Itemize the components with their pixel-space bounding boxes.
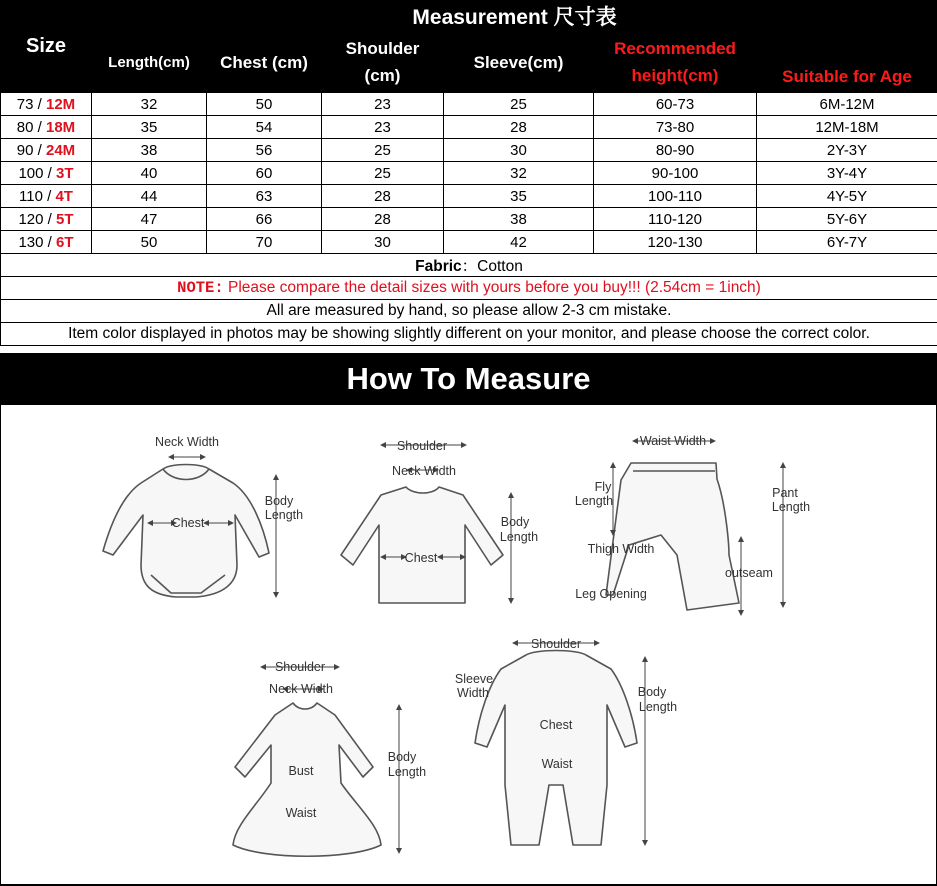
tshirt-shoulder-label: Shoulder xyxy=(396,439,448,453)
col-sleeve-header: Sleeve(cm) xyxy=(444,32,594,93)
table-row xyxy=(1,185,937,208)
garment-diagrams xyxy=(1,405,936,884)
color-note: Item color displayed in photos may be showing slightly different on your monitor, and please choose the correct color. xyxy=(1,323,937,346)
sleeve-cell: 32 xyxy=(444,162,594,185)
height-cell: 60-73 xyxy=(594,93,757,116)
pants-pant-label-1: Pant xyxy=(772,486,798,500)
col-age-header: Suitable for Age xyxy=(757,32,937,93)
tshirt-body-label-1: Body xyxy=(500,515,530,529)
pants-fly-label-1: Fly xyxy=(594,480,612,494)
pants-outseam-label: outseam xyxy=(725,566,773,580)
age-cell: 5Y-6Y xyxy=(757,208,937,231)
chest-cell: 50 xyxy=(207,93,322,116)
pants-fly-label-2: Length xyxy=(574,494,614,508)
chest-cell: 70 xyxy=(207,231,322,254)
pants-pant-label-2: Length xyxy=(771,500,811,514)
sleeve-cell: 25 xyxy=(444,93,594,116)
size-cell: 100 / 3T xyxy=(1,162,92,185)
shoulder-cell: 30 xyxy=(322,231,444,254)
fabric-row xyxy=(1,254,937,277)
bodysuit-body-label-2: Length xyxy=(264,508,304,522)
length-cell: 32 xyxy=(92,93,207,116)
length-cell: 50 xyxy=(92,231,207,254)
bodysuit-body-label-1: Body xyxy=(264,494,294,508)
col-shoulder-header: Shoulder (cm) xyxy=(322,32,444,93)
dress-waist-label: Waist xyxy=(285,806,317,820)
romper-diagram xyxy=(475,651,637,846)
height-cell: 110-120 xyxy=(594,208,757,231)
size-cell: 80 / 18M xyxy=(1,116,92,139)
tshirt-chest-label: Chest xyxy=(404,551,438,565)
shoulder-cell: 23 xyxy=(322,93,444,116)
dress-shoulder-label: Shoulder xyxy=(274,660,326,674)
bodysuit-neck-label: Neck Width xyxy=(155,435,219,449)
chest-cell: 56 xyxy=(207,139,322,162)
age-cell: 6M-12M xyxy=(757,93,937,116)
size-cell: 110 / 4T xyxy=(1,185,92,208)
bodysuit-diagram xyxy=(103,465,269,598)
table-row xyxy=(1,162,937,185)
bodysuit-chest-label: Chest xyxy=(171,516,205,530)
size-chart-table xyxy=(0,0,937,346)
dress-neck-label: Neck Width xyxy=(269,682,333,696)
length-cell: 38 xyxy=(92,139,207,162)
fabric-value: ：Cotton xyxy=(461,258,523,275)
table-row xyxy=(1,231,937,254)
table-row xyxy=(1,93,937,116)
sleeve-cell: 42 xyxy=(444,231,594,254)
table-row xyxy=(1,139,937,162)
sleeve-cell: 35 xyxy=(444,185,594,208)
size-cell: 120 / 5T xyxy=(1,208,92,231)
height-cell: 73-80 xyxy=(594,116,757,139)
sleeve-cell: 30 xyxy=(444,139,594,162)
romper-body-label-1: Body xyxy=(637,685,667,699)
tshirt-neck-label: Neck Width xyxy=(392,464,456,478)
size-cell: 90 / 24M xyxy=(1,139,92,162)
table-row xyxy=(1,208,937,231)
fabric-label: Fabric xyxy=(415,258,462,275)
shoulder-cell: 23 xyxy=(322,116,444,139)
romper-body-label-2: Length xyxy=(638,700,678,714)
size-cell: 73 / 12M xyxy=(1,93,92,116)
dress-body-label-2: Length xyxy=(387,765,427,779)
shoulder-cell: 25 xyxy=(322,139,444,162)
length-cell: 40 xyxy=(92,162,207,185)
chest-cell: 60 xyxy=(207,162,322,185)
col-length-header: Length(cm) xyxy=(92,32,207,93)
shoulder-cell: 28 xyxy=(322,185,444,208)
sleeve-cell: 38 xyxy=(444,208,594,231)
dress-diagram xyxy=(233,703,381,856)
romper-chest-label: Chest xyxy=(539,718,573,732)
note-row xyxy=(1,277,937,300)
height-cell: 100-110 xyxy=(594,185,757,208)
note-text: Please compare the detail sizes with yours before you buy!!! (2.54cm = 1inch) xyxy=(223,279,761,296)
chest-cell: 63 xyxy=(207,185,322,208)
age-cell: 6Y-7Y xyxy=(757,231,937,254)
pants-leg-label: Leg Opening xyxy=(575,587,647,601)
note-label: NOTE: xyxy=(177,279,224,297)
hand-measure-note: All are measured by hand, so please allow 2-3 cm mistake. xyxy=(1,300,937,323)
sleeve-cell: 28 xyxy=(444,116,594,139)
dress-bust-label: Bust xyxy=(288,764,314,778)
chest-cell: 66 xyxy=(207,208,322,231)
how-to-measure-diagrams xyxy=(0,405,937,886)
age-cell: 4Y-5Y xyxy=(757,185,937,208)
romper-sleeve-label-2: Width xyxy=(457,686,489,700)
length-cell: 47 xyxy=(92,208,207,231)
romper-sleeve-label-1: Sleeve xyxy=(454,672,494,686)
table-title: Measurement 尺寸表 xyxy=(92,1,937,32)
romper-shoulder-label: Shoulder xyxy=(530,637,582,651)
height-cell: 120-130 xyxy=(594,231,757,254)
height-cell: 90-100 xyxy=(594,162,757,185)
how-to-measure-title: How To Measure xyxy=(0,353,937,405)
age-cell: 3Y-4Y xyxy=(757,162,937,185)
shoulder-cell: 25 xyxy=(322,162,444,185)
height-cell: 80-90 xyxy=(594,139,757,162)
age-cell: 2Y-3Y xyxy=(757,139,937,162)
tshirt-body-label-2: Length xyxy=(499,530,539,544)
romper-waist-label: Waist xyxy=(541,757,573,771)
col-height-header: Recommended height(cm) xyxy=(594,32,757,93)
table-row xyxy=(1,116,937,139)
length-cell: 44 xyxy=(92,185,207,208)
size-cell: 130 / 6T xyxy=(1,231,92,254)
length-cell: 35 xyxy=(92,116,207,139)
chest-cell: 54 xyxy=(207,116,322,139)
tshirt-diagram xyxy=(341,487,503,603)
pants-waist-label: Waist Width xyxy=(639,434,707,448)
age-cell: 12M-18M xyxy=(757,116,937,139)
pants-thigh-label: Thigh Width xyxy=(587,542,655,556)
col-chest-header: Chest (cm) xyxy=(207,32,322,93)
shoulder-cell: 28 xyxy=(322,208,444,231)
dress-body-label-1: Body xyxy=(387,750,417,764)
size-header: Size xyxy=(1,1,92,93)
